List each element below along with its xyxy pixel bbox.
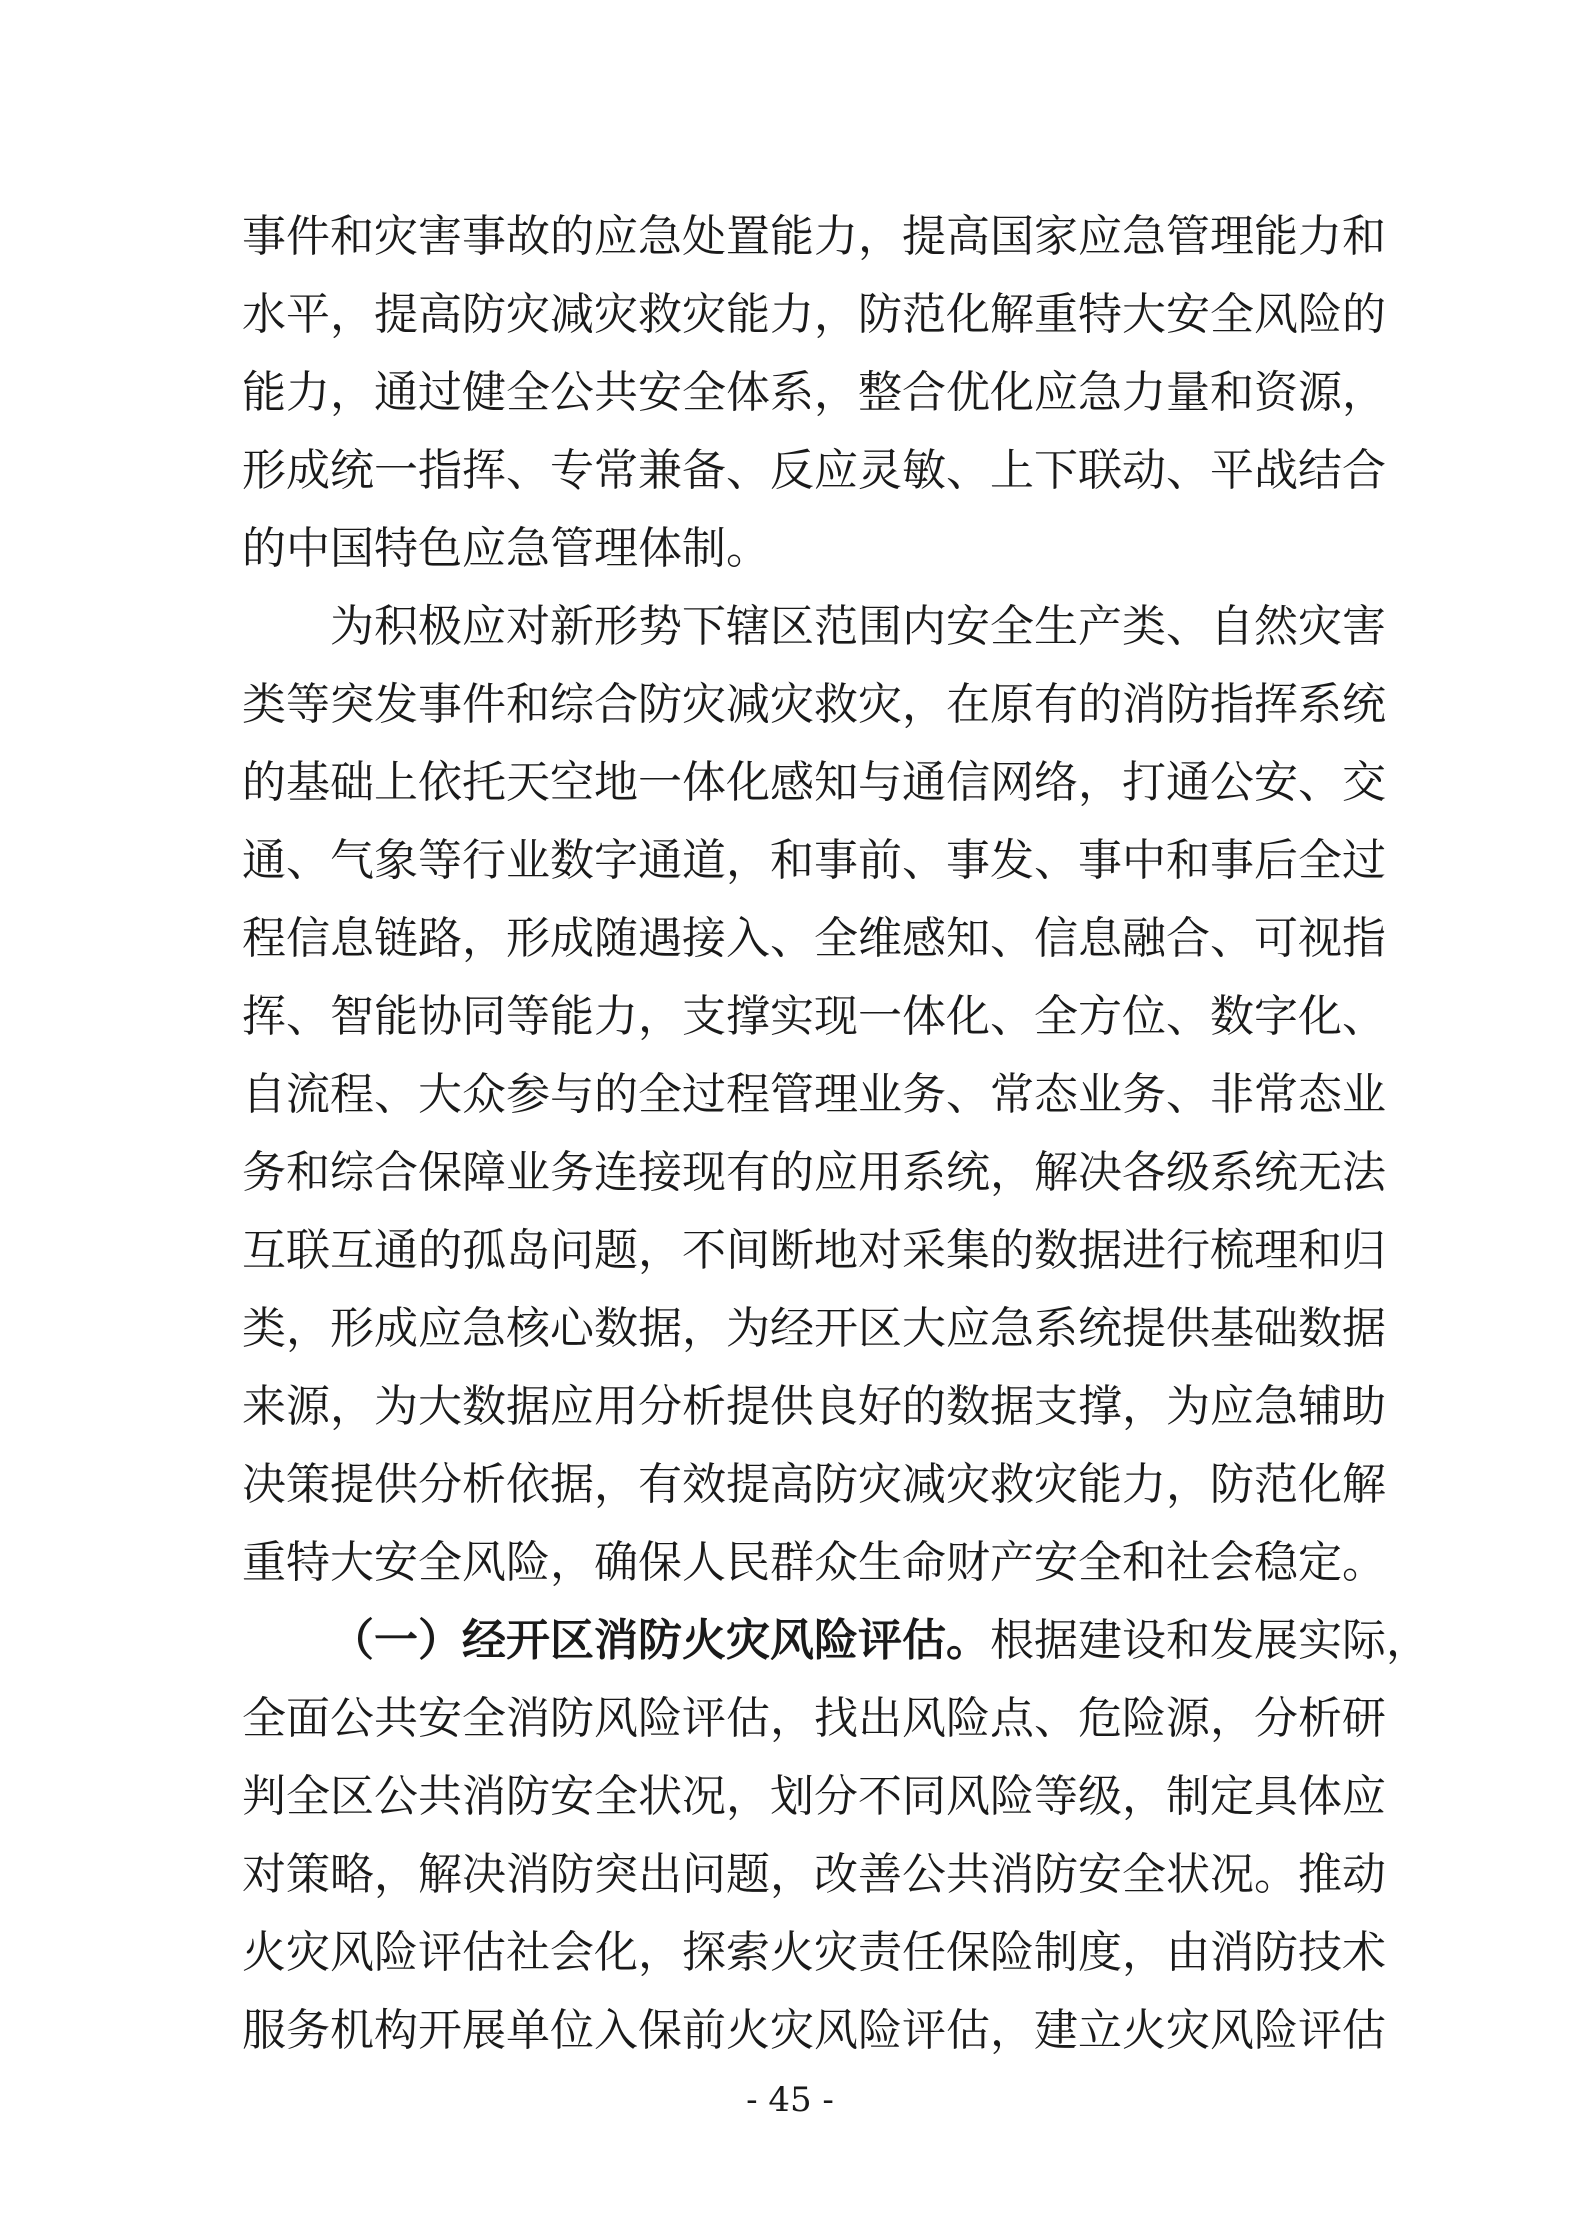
text-line: 类，形成应急核心数据，为经开区大应急系统提供基础数据: [242, 1303, 1386, 1354]
text-line: 来源，为大数据应用分析提供良好的数据支撑，为应急辅助: [242, 1381, 1386, 1432]
text-line: 决策提供分析依据，有效提高防灾减灾救灾能力，防范化解: [242, 1459, 1386, 1510]
text-line: 的基础上依托天空地一体化感知与通信网络，打通公安、交: [242, 757, 1386, 808]
text-line: 重特大安全风险，确保人民群众生命财产安全和社会稳定。: [242, 1537, 1386, 1588]
section-heading-line: [330, 1604, 1430, 1678]
text-line: 能力，通过健全公共安全体系，整合优化应急力量和资源，: [242, 367, 1386, 418]
text-line: 对策略，解决消防突出问题，改善公共消防安全状况。推动: [242, 1849, 1386, 1900]
section-heading: （一）经开区消防火灾风险评估。: [330, 1615, 990, 1666]
text-line: 事件和灾害事故的应急处置能力，提高国家应急管理能力和: [242, 211, 1386, 262]
text-line: 的中国特色应急管理体制。: [242, 523, 770, 574]
text-line: 水平，提高防灾减灾救灾能力，防范化解重特大安全风险的: [242, 289, 1386, 340]
text-line: 挥、智能协同等能力，支撑实现一体化、全方位、数字化、: [242, 991, 1386, 1042]
text-line: 形成统一指挥、专常兼备、反应灵敏、上下联动、平战结合: [242, 445, 1386, 496]
text-line: 务和综合保障业务连接现有的应用系统，解决各级系统无法: [242, 1147, 1386, 1198]
text-line: 火灾风险评估社会化，探索火灾责任保险制度，由消防技术: [242, 1927, 1386, 1978]
text-line: 自流程、大众参与的全过程管理业务、常态业务、非常态业: [242, 1069, 1386, 1120]
text-line: 服务机构开展单位入保前火灾风险评估，建立火灾风险评估: [242, 2005, 1386, 2056]
text-line: 程信息链路，形成随遇接入、全维感知、信息融合、可视指: [242, 913, 1386, 964]
text-line: 判全区公共消防安全状况，划分不同风险等级，制定具体应: [242, 1771, 1386, 1822]
text-line: 通、气象等行业数字通道，和事前、事发、事中和事后全过: [242, 835, 1386, 886]
section-heading-rest: 根据建设和发展实际，: [990, 1615, 1430, 1666]
paragraph-start-line: 为积极应对新形势下辖区范围内安全生产类、自然灾害: [330, 601, 1386, 652]
text-line: 全面公共安全消防风险评估，找出风险点、危险源，分析研: [242, 1693, 1386, 1744]
text-line: 互联互通的孤岛问题，不间断地对采集的数据进行梳理和归: [242, 1225, 1386, 1276]
page-number: - 45 -: [746, 2080, 834, 2120]
text-line: 类等突发事件和综合防灾减灾救灾，在原有的消防指挥系统: [242, 679, 1386, 730]
